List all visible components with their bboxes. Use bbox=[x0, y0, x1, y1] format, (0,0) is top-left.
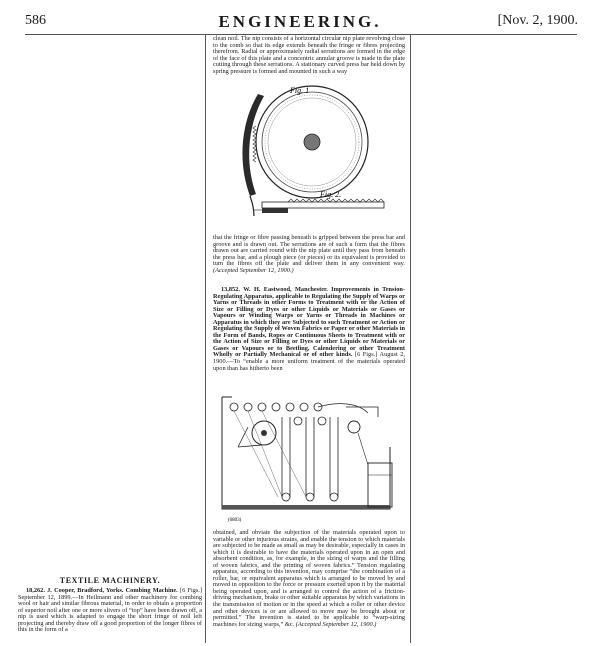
entry-text: [6 Figs.] September 12, 1899.—In Heilmann and other machinery for combing wool or hair and similar fibrous material, in order to obtain a proportion of superior noil after one or more slivers of “top” have been drawn off, a nip is used which is adapted to engage the short fringe of noil left projecting and thereby draw off a good proportion of the longer fibres of this in the form of a bbox=[18, 587, 202, 634]
para-bottom: obtained, and obviate the subjection of the materials operated upon to variable or other injurious strains, and enable the tension to which materials are subjected to be made as small as may be desirable, especially in cases in which it is desirable to have the materials operated upon in an open and absorbent condition, as, for example, in the sizing of warps and the filling of woven fabrics, and the printing of woven fabrics.” Tension regulating apparatus, according to this invention, may comprise “the combination of a roller, bar, or equivalent apparatus which is arranged to be moved by and moved in opposition to the force or pressure exerted upon it by the material being operated upon, and is arranged to control the action of a friction-driving mechanism, brake or other suitable apparatus by which variations in the transmission of motion or in the speed at which a roller or other device and other devices is or are allowed to move may be brought about or permitted.” The invention is stated to be applicable to “warp-sizing machines for sizing warps,” &c. (Accepted September 12, 1900.) bbox=[213, 529, 405, 628]
warp-channels bbox=[282, 417, 338, 497]
entry-number: 18,262. bbox=[26, 587, 45, 594]
fig2-block bbox=[262, 208, 288, 213]
page-header bbox=[0, 13, 600, 33]
page-number: 586 bbox=[25, 13, 46, 28]
fig1-label: Fig. 1 bbox=[290, 86, 310, 95]
issue-date: [Nov. 2, 1900. bbox=[497, 13, 578, 28]
control-box bbox=[368, 463, 392, 507]
section-heading: TEXTILE MACHINERY. bbox=[59, 576, 161, 585]
tension-roller bbox=[348, 421, 360, 433]
entry-applicant: J. Cooper, Bradford, Yorks. Combing Machine. bbox=[47, 587, 178, 594]
press-bar-shape bbox=[242, 94, 264, 196]
column-rule-left bbox=[205, 35, 206, 643]
entry2-number: 13,852. bbox=[221, 286, 240, 293]
fig2-bar bbox=[262, 202, 384, 208]
entry-cooper bbox=[18, 588, 202, 634]
entry2-title: W. H. Eastwood, Manchester. Improvements in Tension-Regulating Apparatus, applicable to Regulating the Supply of Warps or Yarns or Threads in other Forms to Treatment with or the Action of Size or Filling or Dyes or other Liquids or Materials or Gases or Vapours or Winding Warps or Yarns or Threads in Machines or Apparatus in which they are Subjected to such Treatment or Action or Regulating the Supply of Woven Fabrics or Paper or other Materials in the Form of Bands, Ropes or Continuous Sheets to Treatment with or the Action of Size or Filling or Dyes or other Liquids or Materials or Gases or Vapours or to Beetling, Calendering or other Treatment Wholly or Partially Mechanical or of other kinds. bbox=[213, 286, 405, 359]
entry2-text: [6 Figs.] August 2, 1900.—To “enable a more uniform treatment of the materials operated upon than has hitherto been bbox=[213, 351, 405, 372]
fig3-caption: (6803) bbox=[228, 518, 242, 523]
hub bbox=[304, 134, 320, 150]
top-rollers bbox=[230, 403, 322, 411]
para-after-fig: that the fringe or fibre passing beneath is gripped between the press bar and groove and is drawn out. The serrations are of such a form that the fibres drawn out are carried round with the nip plate until they pass from beneath the press bar, and a plough piece (or pieces) or its equivalent is provided to turn the fibres off the plate and deliver them in any convenient way. (Accepted September 12, 1900.) bbox=[213, 234, 405, 274]
column-rule-right bbox=[410, 35, 411, 643]
figure-combing-nip bbox=[232, 84, 397, 229]
figure-sizing-machine bbox=[218, 387, 403, 527]
accepted-date-1: (Accepted September 12, 1900.) bbox=[213, 266, 294, 274]
fig2-label: Fig. 2. bbox=[320, 190, 342, 199]
para-top: clean noil. The nip consists of a horizontal circular nip plate revolving close to the comb so that its edge extends beneath the fringe or fibres projecting therefrom. Radial or approximately radial serrations are formed in the edge of the face of this plate and a concentric annular groove is made in the plate cutting through these serrations. A stationary curved press bar held down by spring pressure is formed and mounted in such a way bbox=[213, 35, 405, 75]
accepted-date-2: (Accepted September 12, 1900.) bbox=[295, 620, 377, 628]
tank-floor bbox=[222, 505, 390, 509]
journal-title: ENGINEERING. bbox=[218, 12, 382, 31]
entry-eastwood bbox=[213, 287, 405, 372]
